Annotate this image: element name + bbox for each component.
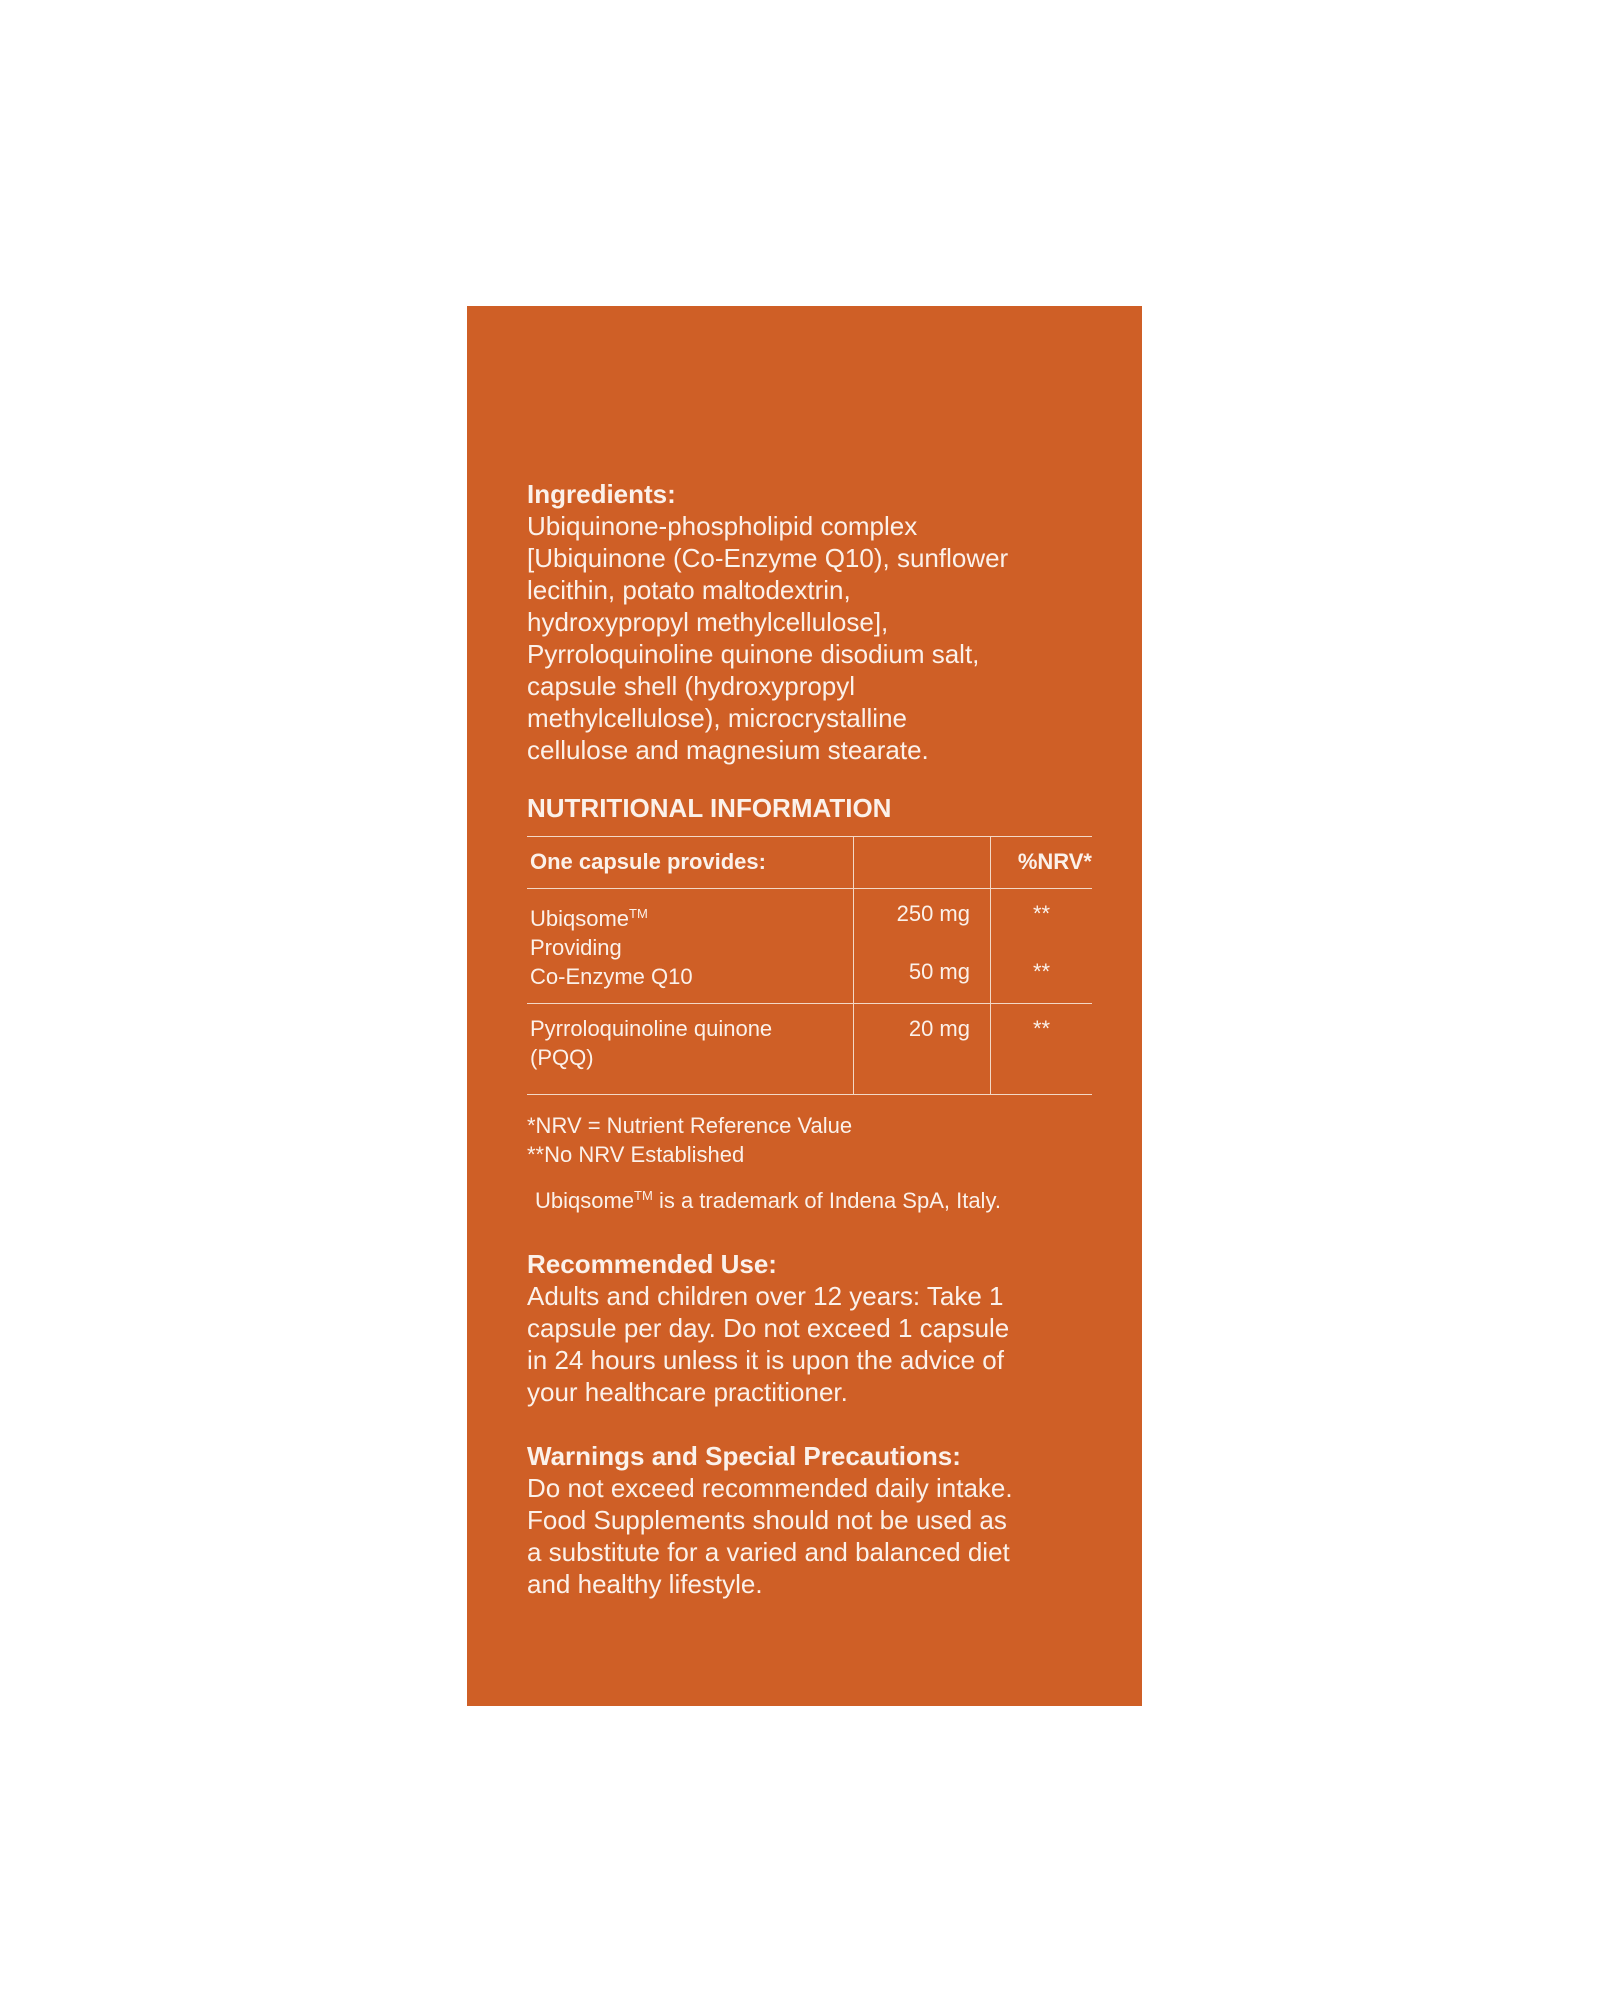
trademark-text: is a trademark of Indena SpA, Italy. [652,1188,1001,1213]
trademark-name: Ubiqsome [535,1188,635,1213]
nutrient-name-line: Providing [530,935,622,960]
label-panel [467,306,1142,1706]
ingredients-line: Ubiquinone-phospholipid complex [527,511,918,541]
ingredients-line: cellulose and magnesium stearate. [527,735,929,765]
recommended-use-line: your healthcare practitioner. [527,1377,848,1407]
trademark-mark: TM [629,906,648,921]
nutrient-nrv: ** [1032,1016,1051,1041]
nrv-notes [527,1111,1087,1169]
ingredients-line: capsule shell (hydroxypropyl [527,671,856,701]
warnings-line: Food Supplements should not be used as [527,1505,1007,1535]
nutrition-table [527,836,1092,1095]
nutrient-amount-cell [854,1004,991,1095]
ingredients-line: Pyrroloquinoline quinone disodium salt, [527,639,980,669]
recommended-use-heading: Recommended Use: [527,1249,777,1279]
ingredients-text [527,510,1087,766]
nutrient-amount: 250 mg [896,901,970,926]
ingredients-line: [Ubiquinone (Co-Enzyme Q10), sunflower [527,543,1009,573]
recommended-use-line: in 24 hours unless it is upon the advice of [527,1345,1004,1375]
ingredients-line: lecithin, potato maltodextrin, [527,575,851,605]
recommended-use-line: Adults and children over 12 years: Take 1 [527,1281,1004,1311]
warnings-line: Do not exceed recommended daily intake. [527,1473,1013,1503]
warnings-line: a substitute for a varied and balanced diet [527,1537,1010,1567]
nutrient-name-text: Ubiqsome [530,906,630,931]
nutrient-nrv: ** [1032,901,1051,926]
nutrition-header-row [527,837,1092,889]
ingredients-heading: Ingredients: [527,479,676,509]
table-row [527,889,1092,1004]
ingredients-line: methylcellulose), microcrystalline [527,703,907,733]
header-amount [854,837,991,889]
nutrient-name-cell [527,889,854,1004]
nutrient-name: Pyrroloquinoline quinone [530,1016,773,1041]
recommended-use-text [527,1280,1087,1408]
nutrient-name [530,899,850,933]
warnings-heading: Warnings and Special Precautions: [527,1441,961,1471]
nutrient-name-line: Co-Enzyme Q10 [530,964,693,989]
nrv-note: **No NRV Established [527,1142,745,1167]
nutrient-amount: 50 mg [908,959,970,984]
warnings-section [527,1440,1087,1600]
trademark-mark: TM [634,1188,653,1203]
nutrient-name-line: (PQQ) [530,1045,594,1070]
nutrient-nrv-cell [991,1004,1093,1095]
nutrient-nrv: ** [1032,959,1051,984]
recommended-use-line: capsule per day. Do not exceed 1 capsule [527,1313,1010,1343]
ingredients-section [527,478,1087,766]
nutrient-amount: 20 mg [908,1016,970,1041]
table-row [527,1004,1092,1095]
nutrient-amount-cell [854,889,991,1004]
label-content [527,478,1092,1600]
nrv-note: *NRV = Nutrient Reference Value [527,1113,853,1138]
header-provides: One capsule provides: [527,837,854,889]
warnings-text [527,1472,1087,1600]
nutrient-nrv-cell [991,889,1093,1004]
warnings-line: and healthy lifestyle. [527,1569,763,1599]
trademark-note [527,1181,1087,1215]
nutrition-title: NUTRITIONAL INFORMATION [527,793,892,823]
nutrient-name-cell [527,1004,854,1095]
ingredients-line: hydroxypropyl methylcellulose], [527,607,889,637]
recommended-use-section [527,1248,1087,1408]
header-nrv: %NRV* [991,837,1093,889]
